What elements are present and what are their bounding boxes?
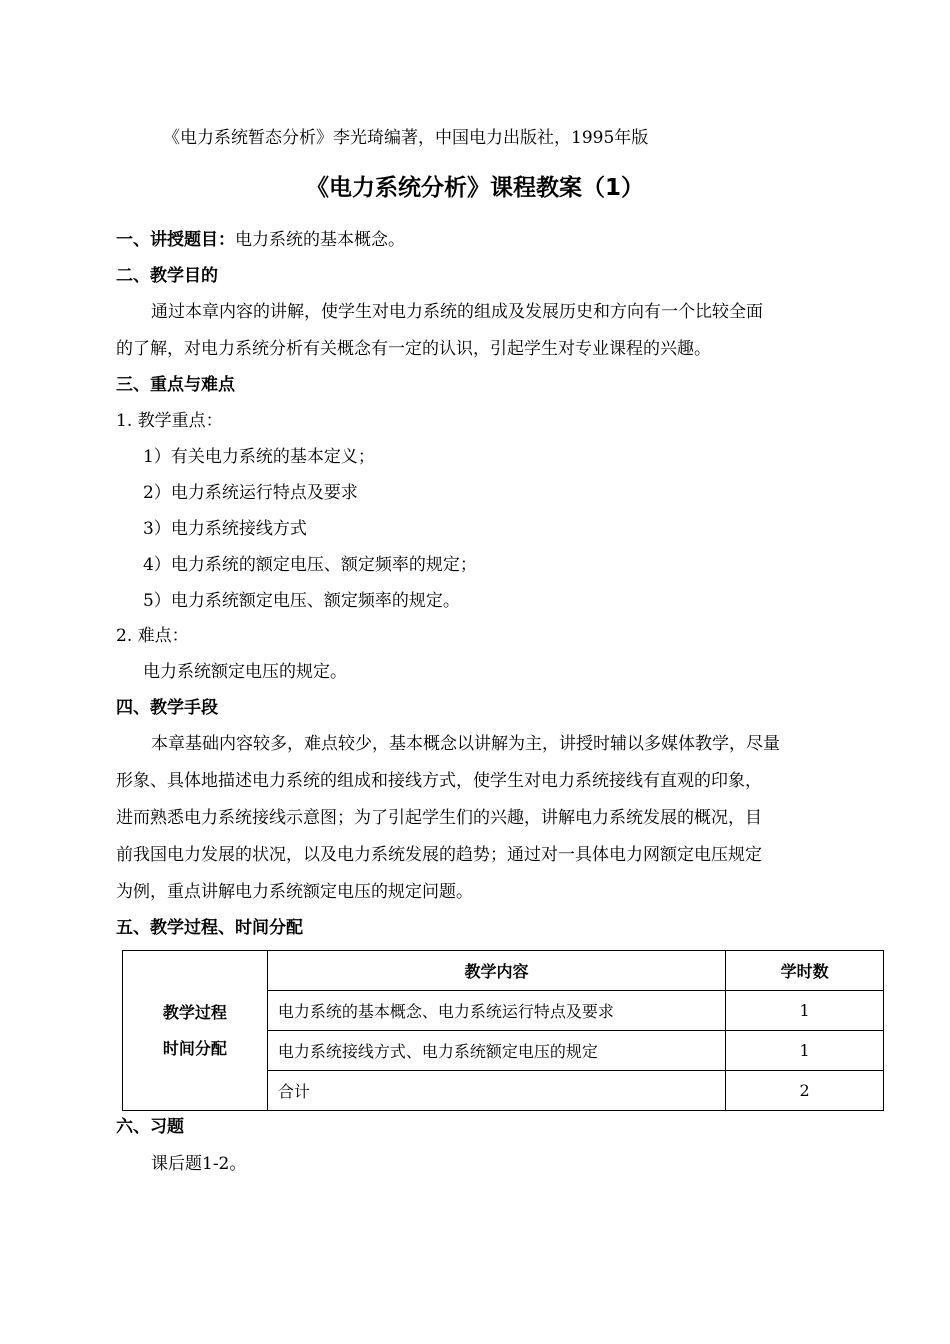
column-header-content: 教学内容 <box>267 951 725 991</box>
page-title: 《电力系统分析》课程教案（1） <box>305 175 644 201</box>
section-3-heading: 三、重点与难点 <box>116 375 235 395</box>
section-1-text: 电力系统的基本概念。 <box>235 230 405 250</box>
key-point-item: 2）电力系统运行特点及要求 <box>143 483 358 503</box>
column-header-hours: 学时数 <box>726 951 884 991</box>
difficulty-text: 电力系统额定电压的规定。 <box>143 662 347 682</box>
section-5-heading: 五、教学过程、时间分配 <box>116 918 303 938</box>
row-content: 电力系统接线方式、电力系统额定电压的规定 <box>267 1031 725 1071</box>
section-1 <box>116 229 405 251</box>
section-4-line: 本章基础内容较多，难点较少，基本概念以讲解为主，讲授时辅以多媒体教学，尽量 <box>151 734 780 754</box>
row-hours: 1 <box>726 991 884 1031</box>
key-points-label: 1. 教学重点： <box>116 411 223 431</box>
section-6-text: 课后题1-2。 <box>151 1154 247 1174</box>
section-4-line: 形象、具体地描述电力系统的组成和接线方式，使学生对电力系统接线有直观的印象， <box>116 771 762 791</box>
section-4-line: 前我国电力发展的状况，以及电力系统发展的趋势；通过对一具体电力网额定电压规定 <box>116 845 762 865</box>
row-hours: 1 <box>726 1031 884 1071</box>
key-point-item: 3）电力系统接线方式 <box>143 519 307 539</box>
side-label-line-2: 时间分配 <box>162 1038 227 1058</box>
section-2-line-1: 通过本章内容的讲解，使学生对电力系统的组成及发展历史和方向有一个比较全面 <box>151 302 763 322</box>
section-1-heading: 一、讲授题目： <box>116 230 235 250</box>
table-header-row <box>123 951 884 991</box>
key-point-item: 1）有关电力系统的基本定义； <box>143 447 375 467</box>
side-label-line-1: 教学过程 <box>162 1002 227 1022</box>
reference-line: 《电力系统暂态分析》李光琦编著，中国电力出版社，1995年版 <box>163 128 649 148</box>
section-4-line: 进而熟悉电力系统接线示意图；为了引起学生们的兴趣，讲解电力系统发展的概况，目 <box>116 808 762 828</box>
row-content: 电力系统的基本概念、电力系统运行特点及要求 <box>267 991 725 1031</box>
section-2-heading: 二、教学目的 <box>116 266 218 286</box>
difficulty-label: 2. 难点： <box>116 626 189 646</box>
section-6-heading: 六、习题 <box>116 1117 184 1137</box>
section-4-heading: 四、教学手段 <box>116 698 218 718</box>
schedule-table <box>122 950 884 1111</box>
key-point-item: 4）电力系统的额定电压、额定频率的规定； <box>143 555 477 575</box>
row-hours: 2 <box>726 1071 884 1111</box>
table-side-label <box>123 951 268 1111</box>
key-point-item: 5）电力系统额定电压、额定频率的规定。 <box>143 591 460 611</box>
section-2-line-2: 的了解，对电力系统分析有关概念有一定的认识，引起学生对专业课程的兴趣。 <box>116 339 711 359</box>
row-content: 合计 <box>267 1071 725 1111</box>
section-4-line: 为例，重点讲解电力系统额定电压的规定问题。 <box>116 882 473 902</box>
